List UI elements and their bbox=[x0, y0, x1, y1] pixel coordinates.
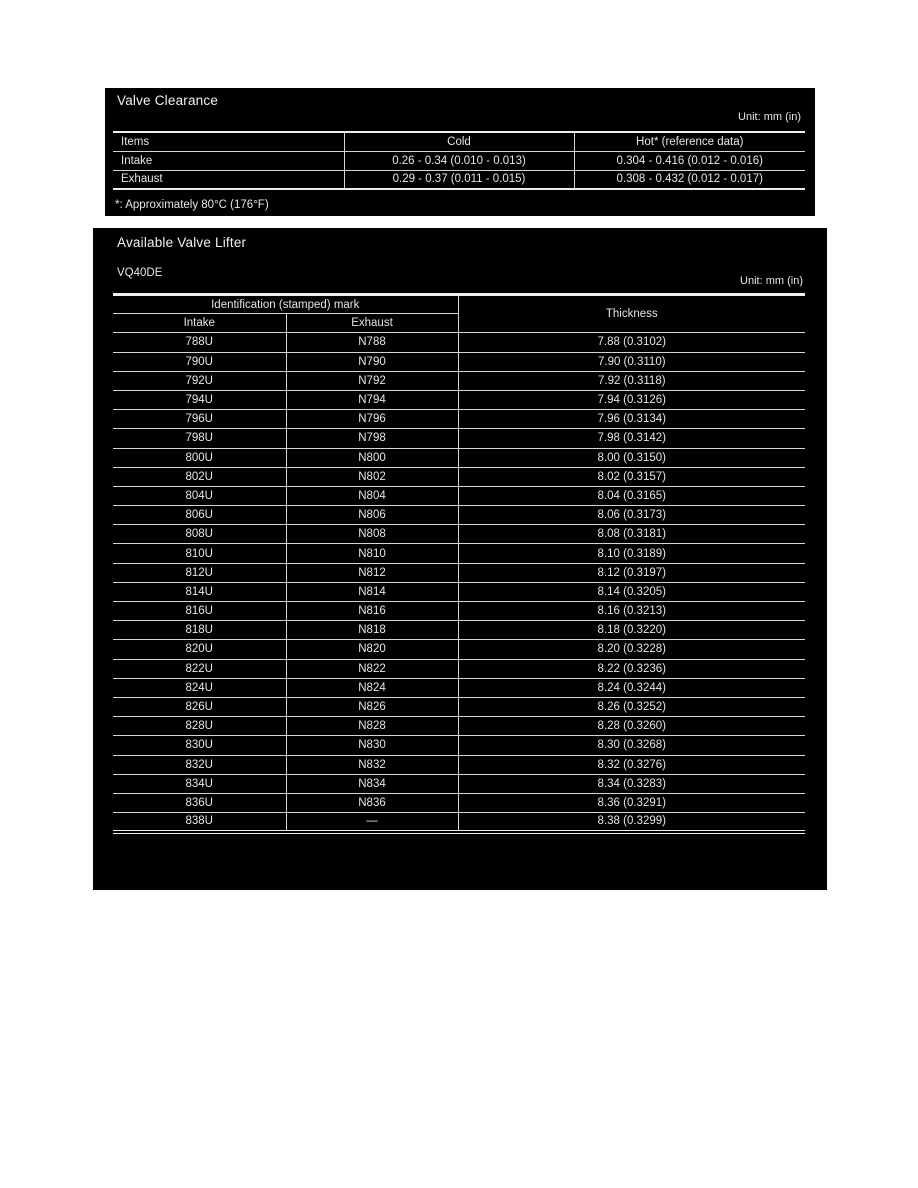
table-cell: 792U bbox=[113, 371, 286, 390]
table-row bbox=[113, 774, 805, 793]
table-cell: 7.96 (0.3134) bbox=[458, 410, 805, 429]
table-cell: 8.32 (0.3276) bbox=[458, 755, 805, 774]
table-cell: N808 bbox=[286, 525, 458, 544]
table-cell: 834U bbox=[113, 774, 286, 793]
table-cell: 800U bbox=[113, 448, 286, 467]
table-cell: N818 bbox=[286, 621, 458, 640]
table-cell: 8.08 (0.3181) bbox=[458, 525, 805, 544]
table-cell: N828 bbox=[286, 717, 458, 736]
table-row bbox=[113, 717, 805, 736]
table-cell: N820 bbox=[286, 640, 458, 659]
table-row bbox=[113, 755, 805, 774]
table-cell: 8.20 (0.3228) bbox=[458, 640, 805, 659]
table-cell: 812U bbox=[113, 563, 286, 582]
table-cell: N798 bbox=[286, 429, 458, 448]
table-cell: 836U bbox=[113, 793, 286, 812]
column-header-identification-mark: Identification (stamped) mark bbox=[113, 295, 458, 314]
table-cell: 790U bbox=[113, 352, 286, 371]
table-cell: N830 bbox=[286, 736, 458, 755]
table-row bbox=[113, 582, 805, 601]
table-cell: 796U bbox=[113, 410, 286, 429]
table-row bbox=[113, 429, 805, 448]
valve-lifter-unit-label: Unit: mm (in) bbox=[740, 275, 803, 287]
table-cell: N816 bbox=[286, 602, 458, 621]
table-cell: 816U bbox=[113, 602, 286, 621]
table-cell: 828U bbox=[113, 717, 286, 736]
table-cell: 8.34 (0.3283) bbox=[458, 774, 805, 793]
table-cell: 7.98 (0.3142) bbox=[458, 429, 805, 448]
table-cell: 802U bbox=[113, 467, 286, 486]
table-cell: 824U bbox=[113, 678, 286, 697]
column-header-cold: Cold bbox=[344, 132, 574, 151]
table-cell: 818U bbox=[113, 621, 286, 640]
table-row bbox=[113, 813, 805, 832]
table-row bbox=[113, 736, 805, 755]
table-row bbox=[113, 371, 805, 390]
table-cell: N834 bbox=[286, 774, 458, 793]
table-cell: 0.308 - 0.432 (0.012 - 0.017) bbox=[574, 170, 805, 189]
table-cell: 788U bbox=[113, 333, 286, 352]
table-cell: 806U bbox=[113, 506, 286, 525]
table-cell: N832 bbox=[286, 755, 458, 774]
table-cell: 0.26 - 0.34 (0.010 - 0.013) bbox=[344, 151, 574, 170]
table-header-row-group bbox=[113, 295, 805, 314]
table-row bbox=[113, 544, 805, 563]
table-cell: 810U bbox=[113, 544, 286, 563]
valve-lifter-title: Available Valve Lifter bbox=[117, 235, 247, 250]
table-cell: N792 bbox=[286, 371, 458, 390]
table-cell: N836 bbox=[286, 793, 458, 812]
table-cell: N810 bbox=[286, 544, 458, 563]
valve-clearance-panel bbox=[105, 88, 815, 216]
table-cell: 832U bbox=[113, 755, 286, 774]
table-cell: 0.29 - 0.37 (0.011 - 0.015) bbox=[344, 170, 574, 189]
table-cell: 830U bbox=[113, 736, 286, 755]
table-cell: 8.12 (0.3197) bbox=[458, 563, 805, 582]
table-row bbox=[113, 697, 805, 716]
column-header-intake: Intake bbox=[113, 314, 286, 333]
table-row bbox=[113, 563, 805, 582]
table-cell: 8.04 (0.3165) bbox=[458, 486, 805, 505]
table-row bbox=[113, 640, 805, 659]
table-cell: 8.38 (0.3299) bbox=[458, 813, 805, 832]
table-row bbox=[113, 390, 805, 409]
table-cell: 8.30 (0.3268) bbox=[458, 736, 805, 755]
table-cell: 0.304 - 0.416 (0.012 - 0.016) bbox=[574, 151, 805, 170]
table-cell: 7.90 (0.3110) bbox=[458, 352, 805, 371]
column-header-thickness: Thickness bbox=[458, 295, 805, 333]
table-cell: N794 bbox=[286, 390, 458, 409]
table-cell: 8.18 (0.3220) bbox=[458, 621, 805, 640]
valve-clearance-title: Valve Clearance bbox=[117, 93, 219, 108]
table-cell: 794U bbox=[113, 390, 286, 409]
table-row bbox=[113, 621, 805, 640]
table-cell: 8.26 (0.3252) bbox=[458, 697, 805, 716]
table-cell: N822 bbox=[286, 659, 458, 678]
table-cell: 804U bbox=[113, 486, 286, 505]
valve-lifter-table bbox=[113, 293, 805, 834]
table-cell: N804 bbox=[286, 486, 458, 505]
table-cell: Intake bbox=[113, 151, 344, 170]
table-cell: 8.00 (0.3150) bbox=[458, 448, 805, 467]
table-cell: 8.02 (0.3157) bbox=[458, 467, 805, 486]
table-row bbox=[113, 525, 805, 544]
column-header-hot: Hot* (reference data) bbox=[574, 132, 805, 151]
valve-clearance-footnote: *: Approximately 80°C (176°F) bbox=[115, 199, 269, 211]
valve-clearance-unit-label: Unit: mm (in) bbox=[738, 111, 801, 123]
table-row bbox=[113, 170, 805, 189]
table-cell: N826 bbox=[286, 697, 458, 716]
table-row bbox=[113, 467, 805, 486]
table-cell: N796 bbox=[286, 410, 458, 429]
table-cell: N806 bbox=[286, 506, 458, 525]
table-cell: N800 bbox=[286, 448, 458, 467]
table-cell: N812 bbox=[286, 563, 458, 582]
table-cell: 8.24 (0.3244) bbox=[458, 678, 805, 697]
table-row bbox=[113, 448, 805, 467]
table-cell: 822U bbox=[113, 659, 286, 678]
table-cell: N802 bbox=[286, 467, 458, 486]
table-cell: 838U bbox=[113, 813, 286, 832]
table-row bbox=[113, 410, 805, 429]
table-cell: 8.14 (0.3205) bbox=[458, 582, 805, 601]
table-cell: 8.16 (0.3213) bbox=[458, 602, 805, 621]
table-row bbox=[113, 486, 805, 505]
table-cell: N824 bbox=[286, 678, 458, 697]
table-cell: 8.06 (0.3173) bbox=[458, 506, 805, 525]
table-header-row bbox=[113, 132, 805, 151]
table-cell: Exhaust bbox=[113, 170, 344, 189]
table-row bbox=[113, 678, 805, 697]
table-cell: 8.10 (0.3189) bbox=[458, 544, 805, 563]
table-cell: 798U bbox=[113, 429, 286, 448]
table-cell: 808U bbox=[113, 525, 286, 544]
column-header-items: Items bbox=[113, 132, 344, 151]
table-row bbox=[113, 659, 805, 678]
column-header-exhaust: Exhaust bbox=[286, 314, 458, 333]
table-row bbox=[113, 333, 805, 352]
table-cell: 7.94 (0.3126) bbox=[458, 390, 805, 409]
table-row bbox=[113, 151, 805, 170]
lifter-table-body bbox=[113, 333, 805, 832]
table-cell: 7.88 (0.3102) bbox=[458, 333, 805, 352]
table-cell: N790 bbox=[286, 352, 458, 371]
table-cell: 8.28 (0.3260) bbox=[458, 717, 805, 736]
table-cell: 7.92 (0.3118) bbox=[458, 371, 805, 390]
table-cell: 8.36 (0.3291) bbox=[458, 793, 805, 812]
valve-lifter-panel bbox=[93, 228, 827, 890]
table-row bbox=[113, 793, 805, 812]
table-cell: 814U bbox=[113, 582, 286, 601]
table-cell: N788 bbox=[286, 333, 458, 352]
table-cell: 8.22 (0.3236) bbox=[458, 659, 805, 678]
table-row bbox=[113, 602, 805, 621]
valve-clearance-table bbox=[113, 131, 805, 190]
table-row bbox=[113, 506, 805, 525]
table-cell: 826U bbox=[113, 697, 286, 716]
table-cell: N814 bbox=[286, 582, 458, 601]
table-cell: — bbox=[286, 813, 458, 832]
table-row bbox=[113, 352, 805, 371]
engine-code-label: VQ40DE bbox=[117, 267, 163, 279]
table-cell: 820U bbox=[113, 640, 286, 659]
clearance-table-body bbox=[113, 151, 805, 189]
